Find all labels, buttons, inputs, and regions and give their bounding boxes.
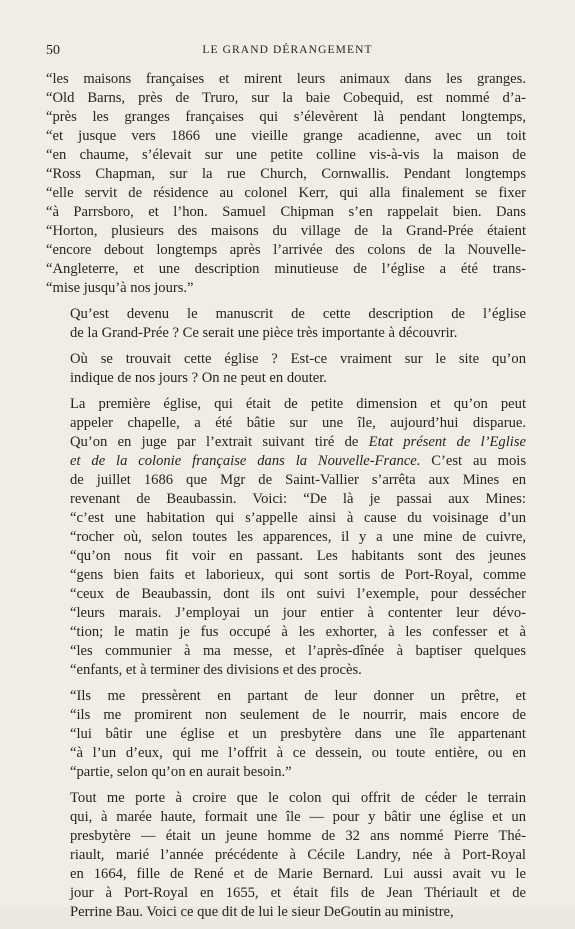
running-title: LE GRAND DÉRANGEMENT [202, 44, 373, 56]
text-line: “à Parrsboro, et l’hon. Samuel Chipman s’en rappelait bien. Dans [46, 204, 526, 220]
text-line: Qu’on en juge par l’extrait suivant tiré de Etat présent de l’Eglise [70, 434, 526, 450]
text-line: Qu’est devenu le manuscrit de cette description de l’église [70, 306, 526, 322]
text-line: Tout me porte à croire que le colon qui offrit de céder le terrain [70, 790, 526, 806]
text-line: “rocher où, selon toutes les apparences, il y a une mine de cuivre, [70, 529, 526, 545]
text-line: “elle servit de résidence au colonel Kerr, qui alla finalement se fixer [46, 185, 526, 201]
page-header [46, 43, 529, 63]
text-line: “mise jusqu’à nos jours.” [46, 280, 194, 296]
text-line: “tion; le matin je fus occupé à les exhorter, à les confesser et à [70, 624, 526, 640]
text-line: “les maisons françaises et mirent leurs animaux dans les granges. [46, 71, 526, 87]
text-line: “Ross Chapman, sur la rue Church, Cornwallis. Pendant longtemps [46, 166, 526, 182]
text-line: indique de nos jours ? On ne peut en douter. [70, 370, 327, 386]
text-line: jour à Port-Royal en 1655, et était fils de Jean Thériault et de [70, 885, 526, 901]
paragraph-priest-request [46, 687, 526, 782]
paragraph-church-site [46, 350, 526, 388]
text-line: “en chaume, s’élevait sur une petite colline vis-à-vis la maison de [46, 147, 526, 163]
text-line: “partie, selon qu’on en aurait besoin.” [70, 764, 292, 780]
text-line: revenant de Beaubassin. Voici: “De là je passai aux Mines: [70, 491, 526, 507]
text-line: riault, marié l’année précédente à Cécile Landry, née à Port-Royal [70, 847, 526, 863]
text-line: “Old Barns, près de Truro, sur la baie Cobequid, est nommé d’a- [46, 90, 526, 106]
text-line: “gens bien faits et laborieux, qui sont sortis de Port-Royal, comme [70, 567, 526, 583]
page-body [46, 70, 526, 929]
page-number: 50 [46, 43, 60, 58]
text-line: “Angleterre, et une description minutieuse de l’église a été trans- [46, 261, 526, 277]
text-line: “Ils me pressèrent en partant de leur donner un prêtre, et [70, 688, 526, 704]
text-line: “ils me promirent non seulement de le nourrir, mais encore de [70, 707, 526, 723]
text-line: “les communier à ma messe, et l’après-dînée à baptiser quelques [70, 643, 526, 659]
text-line: “et jusque vers 1866 une vieille grange acadienne, avec un toit [46, 128, 526, 144]
text-line: “enfants, et à terminer des divisions et des procès. [70, 662, 362, 678]
text-line: appeler chapelle, a été bâtie sur une île, aujourd’hui disparue. [70, 415, 526, 431]
text-line: de juillet 1686 que Mgr de Saint-Vallier s’arrêta aux Mines en [70, 472, 526, 488]
text-line: “encore debout longtemps après l’arrivée des colons de la Nouvelle- [46, 242, 526, 258]
text-line: “près les granges françaises qui s’élevèrent là pendant longtemps, [46, 109, 526, 125]
text-line: Où se trouvait cette église ? Est-ce vraiment sur le site qu’on [70, 351, 526, 367]
text-line: qui, à marée haute, formait une île — pour y bâtir une église et un [70, 809, 526, 825]
paragraph-quote-barns [46, 70, 526, 298]
text-line: “c’est une habitation qui s’appelle ainsi à cause du voisinage d’un [70, 510, 526, 526]
text-line: presbytère — était un jeune homme de 32 ans nommé Pierre Thé- [70, 828, 526, 844]
text-line: La première église, qui était de petite dimension et qu’on peut [70, 396, 526, 412]
text-line: “lui bâtir une église et un presbytère dans une île appartenant [70, 726, 526, 742]
paragraph-manuscript [46, 305, 526, 343]
text-line: et de la colonie française dans la Nouvelle-France. C’est au mois [70, 453, 526, 469]
text-line: en 1664, fille de René et de Marie Bernard. Lui aussi avait vu le [70, 866, 526, 882]
text-line: de la Grand-Prée ? Ce serait une pièce très importante à découvrir. [70, 325, 458, 341]
text-line: Perrine Bau. Voici ce que dit de lui le sieur DeGoutin au ministre, [70, 904, 454, 920]
text-line: “à l’un d’eux, qui me l’offrit à ce dessein, ou toute entière, ou en [70, 745, 526, 761]
paragraph-first-church [46, 395, 526, 680]
text-line: “qu’on nous fit voir en passant. Les habitants sont des jeunes [70, 548, 526, 564]
text-line: “Horton, plusieurs des maisons du village de la Grand-Prée étaient [46, 223, 526, 239]
text-line: “leurs marais. J’employai un jour entier à contenter leur dévo- [70, 605, 526, 621]
paragraph-colon-offer [46, 789, 526, 922]
text-line: “ceux de Beaubassin, dont ils ont suivi l’exemple, pour dessécher [70, 586, 526, 602]
